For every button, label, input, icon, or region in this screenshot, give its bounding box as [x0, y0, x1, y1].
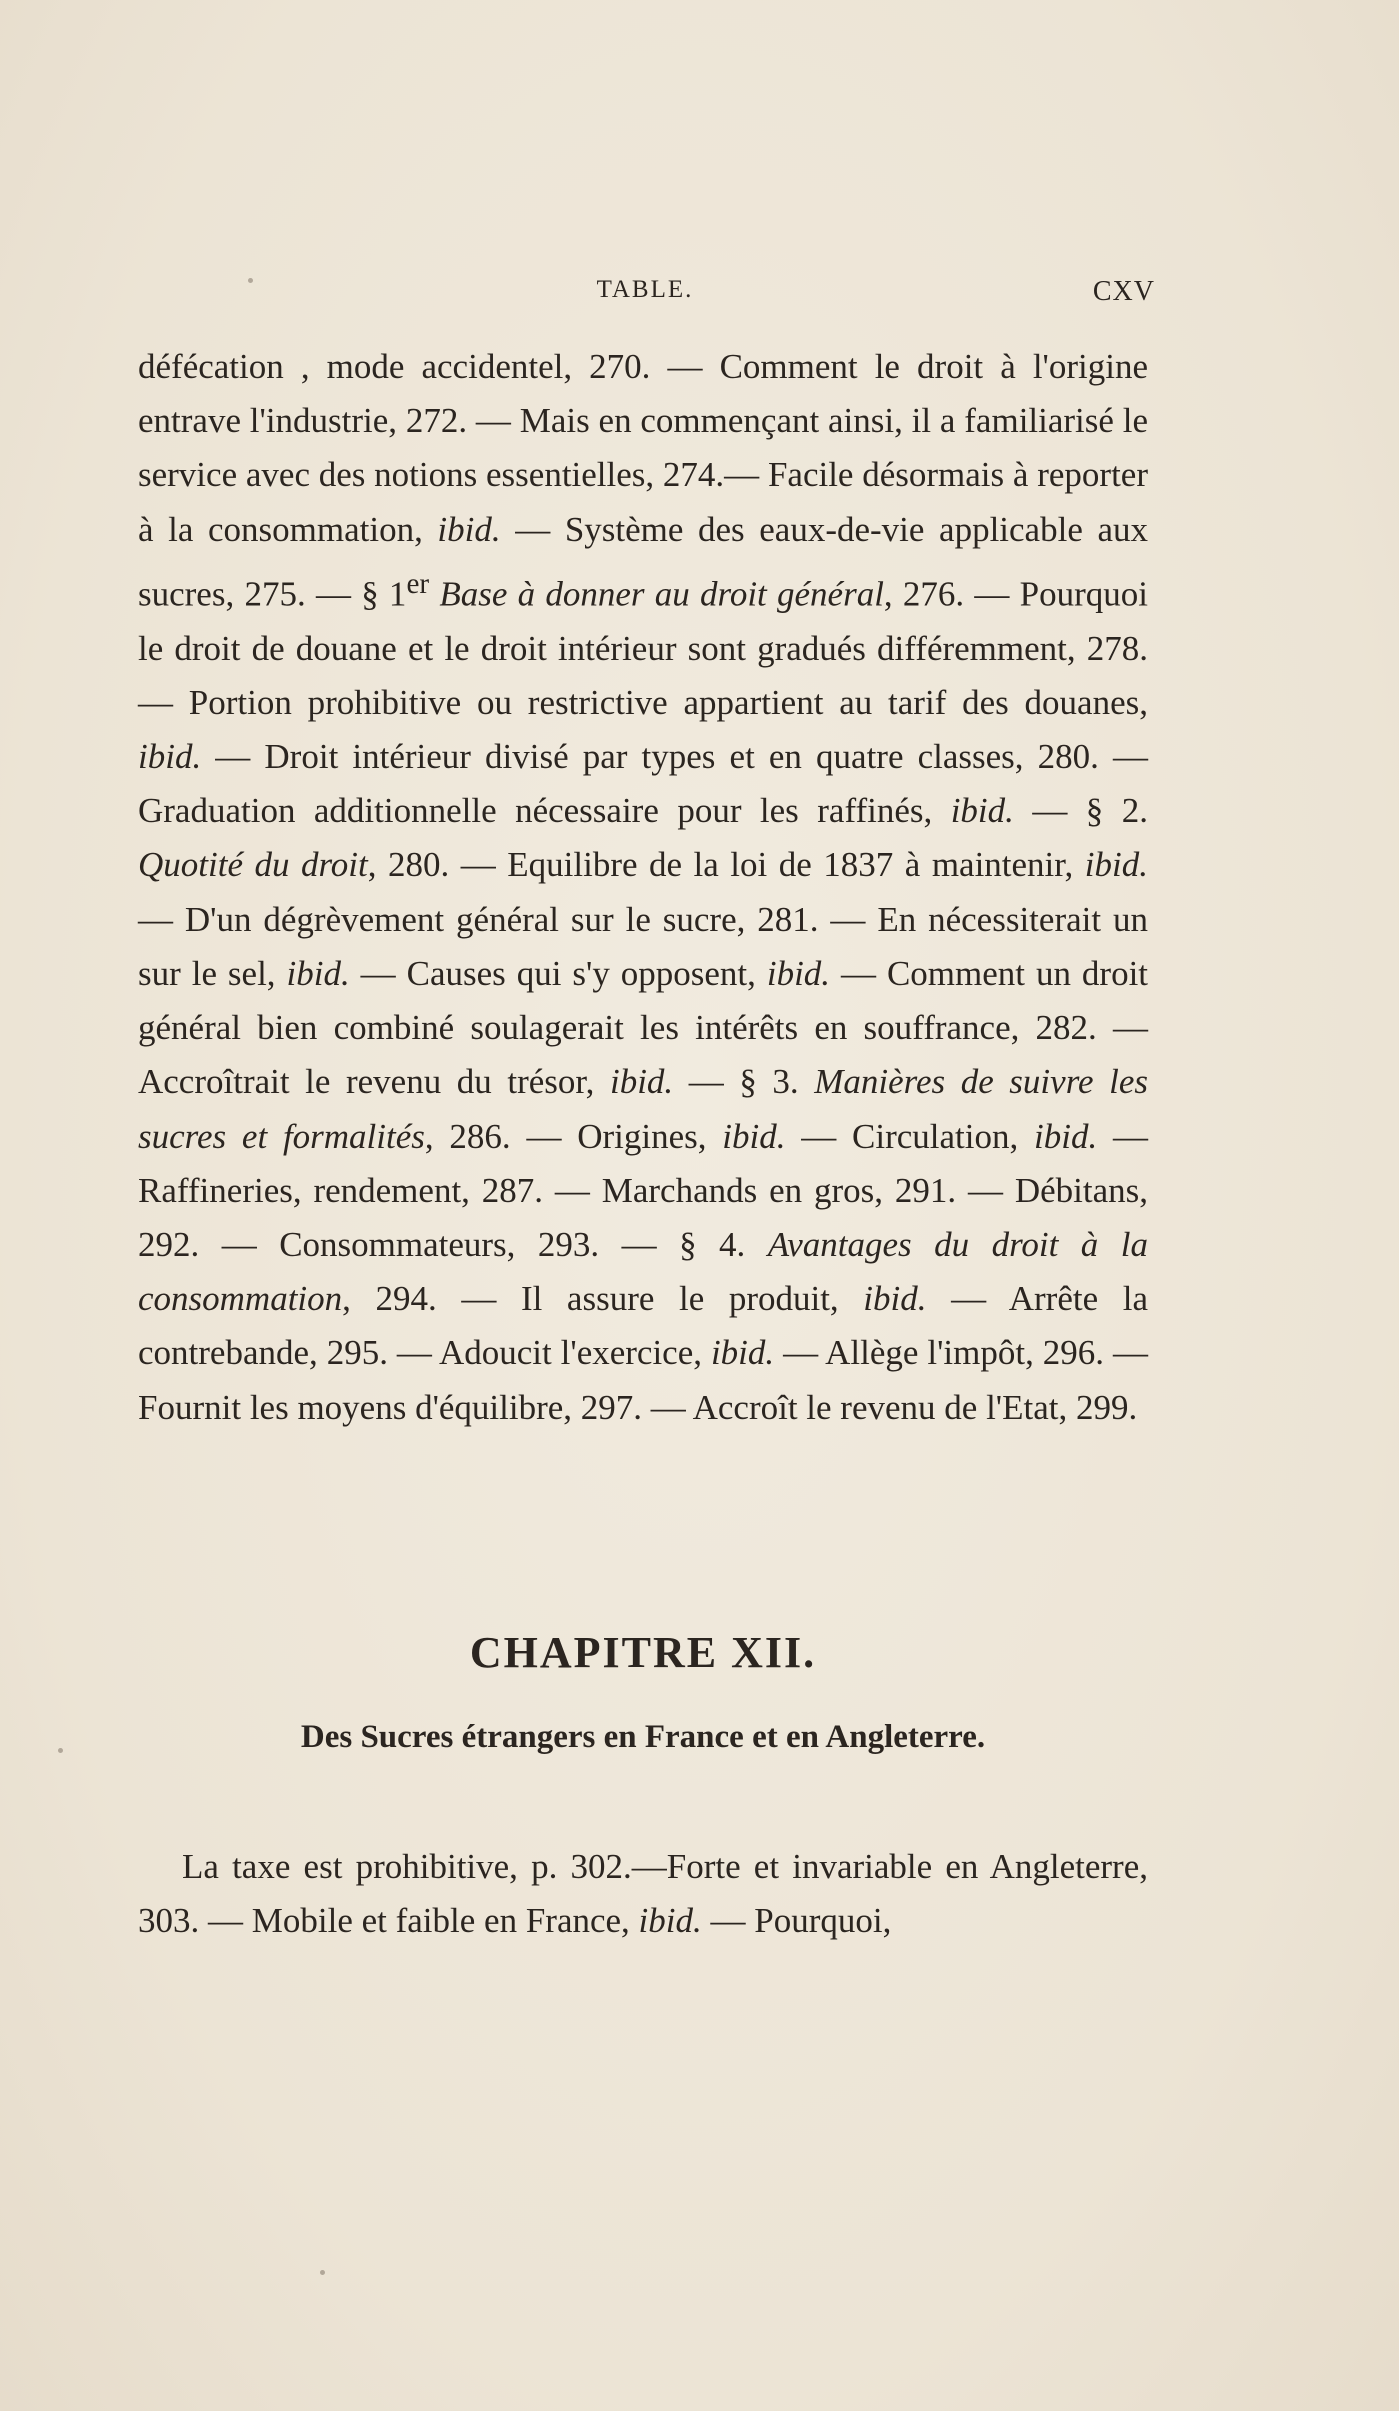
italic-run: ibid.	[609, 1062, 674, 1102]
italic-run: ibid.	[138, 737, 202, 777]
italic-run: ibid.	[638, 1901, 702, 1940]
page-header	[135, 268, 1155, 318]
chapter-title: CHAPITRE XII.	[469, 1628, 817, 1677]
text-run: — Droit intérieur divisé par types et en quatre classes, 280. — Graduation additionnelle nécessaire pour les raffinés,	[138, 737, 1148, 831]
text-run: — Allège l'impôt, 296. — Fournit les moyens d'équilibre, 297. — Accroît le revenu de l'Etat, 299.	[138, 1333, 1148, 1427]
index-paragraph	[138, 340, 1148, 1435]
italic-run: Quotité du droit	[138, 845, 368, 885]
text-run: , 294. — Il assure le produit,	[342, 1279, 864, 1319]
text-run: — Pourquoi,	[701, 1901, 892, 1940]
italic-run: ibid.	[863, 1279, 927, 1319]
italic-run: ibid.	[950, 791, 1014, 831]
italic-run: Base à donner au droit général	[429, 574, 884, 614]
text-run: — Circulation,	[785, 1116, 1035, 1156]
text-run: La taxe est prohibitive, p. 302.—Forte et invariable en Angleterre, 303. — Mobile et faible en France,	[138, 1847, 1148, 1940]
italic-run: ibid.	[710, 1333, 775, 1373]
text-run: — § 2.	[1013, 791, 1149, 831]
italic-run: Avantages du droit à la consommation	[138, 1224, 1148, 1319]
text-run: — Raffineries, rendement, 287. — Marchands en gros, 291. — Débitans, 292. — Consommateurs, 293. — § 4.	[138, 1116, 1149, 1264]
text-run: — Arrête la contrebande, 295. — Adoucit l'exercice,	[138, 1279, 1148, 1373]
italic-run: ibid.	[286, 953, 350, 993]
text-run: — Comment un droit général bien combiné soulagerait les intérêts en souffrance, 282. — Accroîtrait le revenu du trésor,	[138, 953, 1149, 1102]
chapter-subtitle: Des Sucres étrangers en France et en Angleterre.	[300, 1719, 986, 1755]
running-title: TABLE.	[596, 276, 694, 303]
italic-run: Manières de suivre les sucres et formalités	[138, 1062, 1148, 1156]
chapter-summary	[138, 1840, 1148, 1948]
italic-run: ibid.	[1034, 1116, 1098, 1156]
italic-run: ibid.	[1084, 845, 1148, 885]
text-run: — § 3.	[673, 1062, 815, 1102]
superscript-run: er	[406, 567, 430, 600]
page-number: CXV	[1092, 276, 1155, 307]
chapter-paragraph	[138, 1840, 1148, 1948]
index-entry-text	[138, 340, 1148, 1435]
italic-run: ibid.	[722, 1116, 786, 1156]
ink-speck	[58, 1748, 63, 1753]
italic-run: ibid.	[437, 509, 501, 549]
ink-speck	[320, 2270, 325, 2275]
text-run: , 280. — Equilibre de la loi de 1837 à maintenir,	[367, 845, 1085, 885]
text-run: — Causes qui s'y opposent,	[349, 953, 767, 993]
text-run: — Système des eaux-de-vie applicable aux sucres, 275. — § 1	[138, 509, 1148, 614]
italic-run: ibid.	[766, 953, 831, 993]
text-run: , 286. — Origines,	[424, 1116, 723, 1156]
text-run: — D'un dégrèvement général sur le sucre, 281. — En nécessiterait un sur le sel,	[138, 899, 1148, 993]
text-run: , 276. — Pourquoi le droit de douane et le droit intérieur sont gradués différemment, 278. — Portion prohibitive ou restrictive appartient au tarif des douanes,	[138, 574, 1148, 722]
text-run: défécation , mode accidentel, 270. — Comment le droit à l'origine entrave l'industrie, 272. — Mais en commençant ainsi, il a familiarisé le service avec des notions essentielles, 274.— Facile désormais à reporter à la consommation,	[138, 347, 1148, 549]
